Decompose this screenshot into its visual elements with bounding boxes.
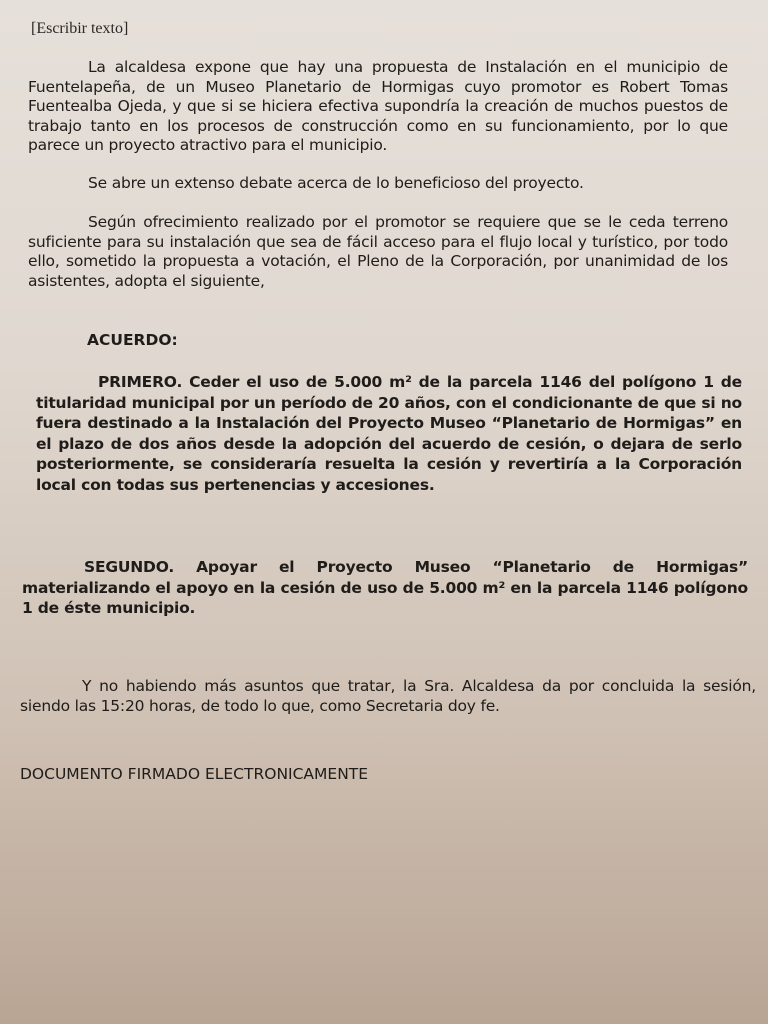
header-placeholder: [Escribir texto] (31, 20, 129, 37)
clause-primero: PRIMERO. Ceder el uso de 5.000 m² de la parcela 1146 del polígono 1 de titularidad municipal por un período de 20 años, con el condicionante de que si no fuera destinado a la Instalación del Proyecto Museo “Planetario de Hormigas” en el plazo de dos años desde la adopción del acuerdo de cesión, o dejara de serlo posteriormente, se consideraría resuelta la cesión y revertiría a la Corporación local con todas sus pertenencias y accesiones. (36, 373, 742, 494)
signature-note: DOCUMENTO FIRMADO ELECTRONICAMENTE (20, 765, 369, 783)
paragraph-debate: Se abre un extenso debate acerca de lo beneficioso del proyecto. (88, 174, 584, 192)
agreement-heading: ACUERDO: (87, 331, 178, 349)
clause-segundo: SEGUNDO. Apoyar el Proyecto Museo “Planetario de Hormigas” materializando el apoyo en la cesión de uso de 5.000 m² en la parcela 1146 polígono 1 de éste municipio. (22, 558, 748, 617)
paragraph-offer: Según ofrecimiento realizado por el promotor se requiere que se le ceda terreno suficiente para su instalación que sea de fácil acceso para el flujo local y turístico, por todo ello, sometido la propuesta a votación, el Pleno de la Corporación, por unanimidad de los asistentes, adopta el siguiente, (28, 213, 728, 290)
paragraph-closing: Y no habiendo más asuntos que tratar, la Sra. Alcaldesa da por concluida la sesión, siendo las 15:20 horas, de todo lo que, como Secretaria doy fe. (20, 677, 756, 715)
paragraph-proposal: La alcaldesa expone que hay una propuesta de Instalación en el municipio de Fuentelapeña, de un Museo Planetario de Hormigas cuyo promotor es Robert Tomas Fuentealba Ojeda, y que si se hiciera efectiva supondría la creación de muchos puestos de trabajo tanto en los procesos de construcción como en su funcionamiento, por lo que parece un proyecto atractivo para el municipio. (28, 58, 728, 154)
